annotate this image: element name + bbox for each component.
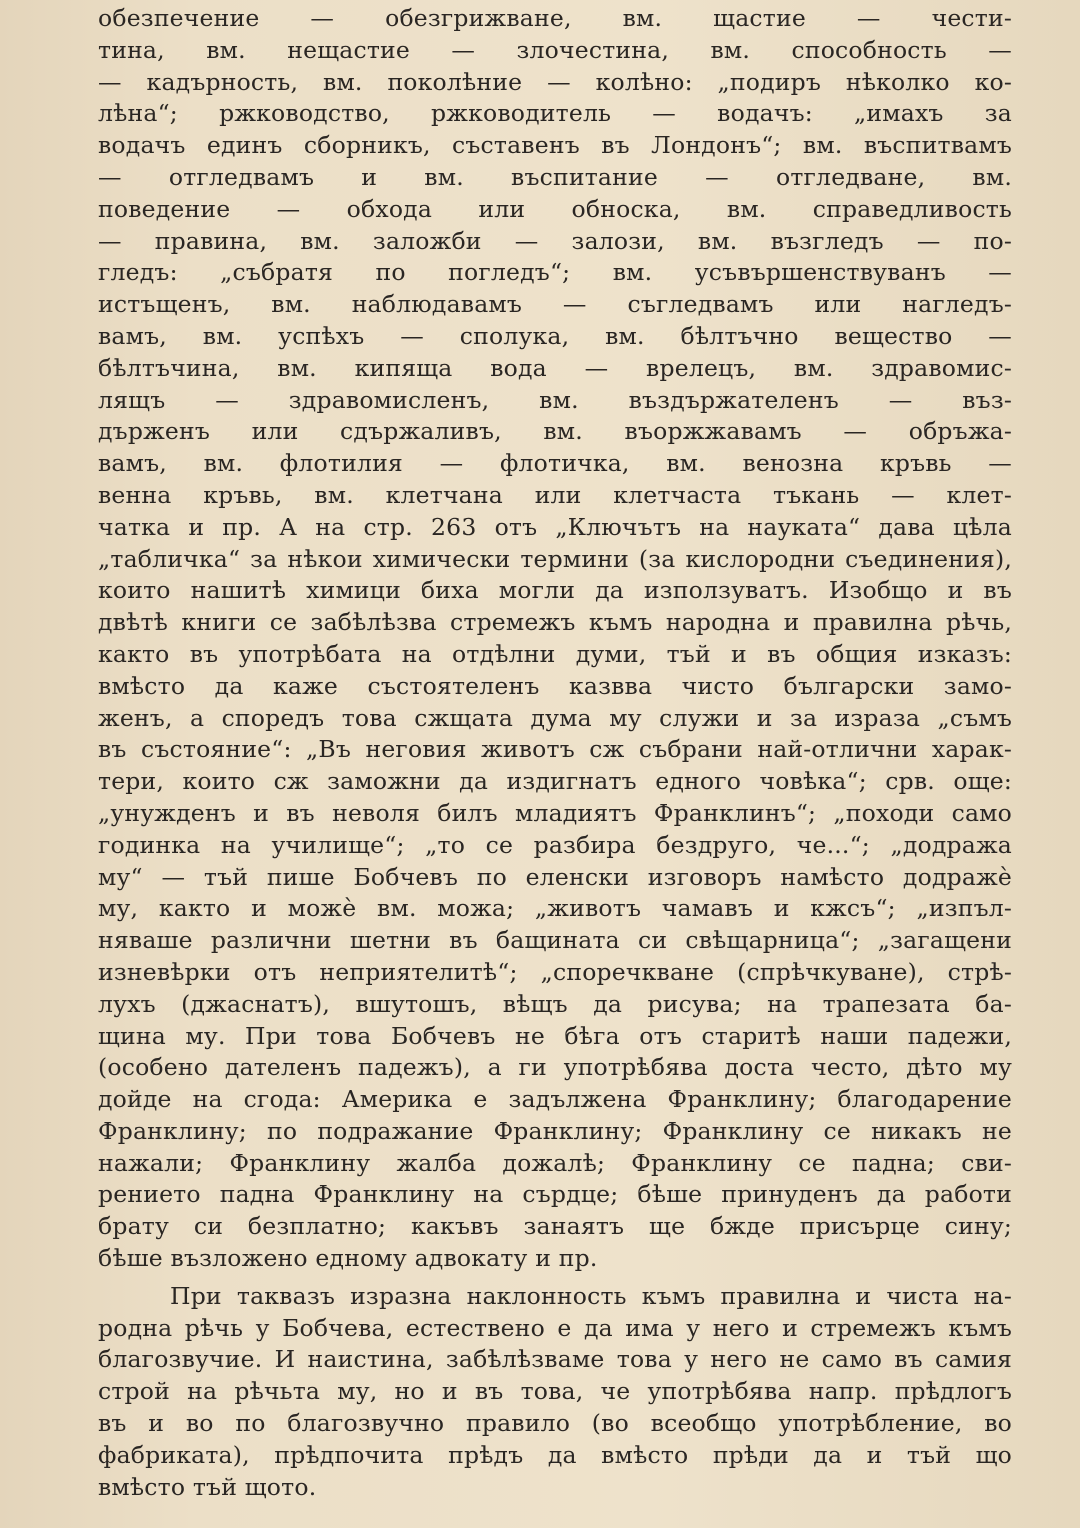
- text-line: лѣна“; ржководство, ржководитель — водачъ: „имахъ за: [98, 99, 1012, 128]
- text-line: въ и во по благозвучно правило (во всеобщо употрѣбление, во: [98, 1409, 1012, 1438]
- text-line: рението падна Франклину на сърдце; бѣше принуденъ да работи: [98, 1180, 1012, 1209]
- text-line: бѣлтъчина, вм. кипяща вода — врелецъ, вм. здравомис-: [98, 353, 1012, 382]
- text-line: въ състояние“: „Въ неговия животъ сж събрани най-отлични харак-: [98, 735, 1012, 764]
- text-line: бѣше възложено едному адвокату и пр.: [98, 1244, 598, 1273]
- text-line: благозвучие. И наистина, забѣлѣзваме това у него не само въ самия: [98, 1345, 1012, 1374]
- text-line: — кадърность, вм. поколѣние — колѣно: „подиръ нѣколко ко-: [98, 67, 1012, 96]
- text-line: водачъ единъ сборникъ, съставенъ въ Лондонъ“; вм. въспитвамъ: [98, 131, 1012, 160]
- text-line: вмѣсто тъй щото.: [98, 1472, 317, 1501]
- text-line: гледъ: „събратя по погледъ“; вм. усъвършенствуванъ —: [98, 258, 1012, 287]
- paragraph-1: [98, 0, 1012, 1275]
- text-line: женъ, а споредъ това сжщата дума му служи и за израза „съмъ: [98, 703, 1012, 732]
- text-line: лухъ (джаснатъ), вшутошъ, вѣщъ да рисува; на трапезата ба-: [98, 989, 1012, 1018]
- text-line: както въ употрѣбата на отдѣлни думи, тъй и въ общия изказъ:: [98, 639, 1012, 668]
- text-line: брату си безплатно; какъвъ занаятъ ще бжде присърце сину;: [98, 1212, 1012, 1241]
- text-line: двѣтѣ книги се забѣлѣзва стремежъ къмъ народна и правилна рѣчь,: [98, 608, 1012, 637]
- text-line: вамъ, вм. успѣхъ — сполука, вм. бѣлтъчно вещество —: [98, 321, 1012, 350]
- text-line: венна кръвь, вм. клетчана или клетчаста тъкань — клет-: [98, 480, 1012, 509]
- text-line: тина, вм. нещастие — злочестина, вм. способность —: [98, 35, 1012, 64]
- text-line: „табличка“ за нѣкои химически термини (за кислородни съединения),: [98, 544, 1012, 573]
- text-line: (особено дателенъ падежъ), а ги употрѣбява доста често, дѣто му: [98, 1053, 1012, 1082]
- text-line: поведение — обхода или обноска, вм. справедливость: [98, 194, 1012, 223]
- text-line: — отгледвамъ и вм. въспитание — отгледване, вм.: [98, 162, 1012, 191]
- text-line: „унужденъ и въ неволя билъ младиятъ Франклинъ“; „походи само: [98, 798, 1012, 827]
- text-line: щина му. При това Бобчевъ не бѣга отъ старитѣ наши падежи,: [98, 1021, 1012, 1050]
- text-line: строй на рѣчьта му, но и въ това, че употрѣбява напр. прѣдлогъ: [98, 1377, 1012, 1406]
- text-line: лящъ — здравомисленъ, вм. въздържателенъ — въз-: [98, 385, 1012, 414]
- text-line: вмѣсто да каже състоятеленъ казвва чисто български замо-: [98, 671, 1012, 700]
- paragraph-2: [98, 1281, 1012, 1504]
- text-line: дойде на сгода: Америка е задължена Франклину; благодарение: [98, 1085, 1012, 1114]
- text-line: истъщенъ, вм. наблюдавамъ — съгледвамъ или нагледъ-: [98, 290, 1012, 319]
- text-line: фабриката), прѣдпочита прѣдъ да вмѣсто прѣди да и тъй що: [98, 1440, 1012, 1469]
- text-line: държенъ или сдържаливъ, вм. въоржжавамъ — обръжа-: [98, 417, 1012, 446]
- text-line: му, както и можè вм. можа; „животъ чамавъ и кжсъ“; „изпъл-: [98, 894, 1012, 923]
- text-line: годинка на училище“; „то се разбира бездруго, че...“; „додража: [98, 830, 1012, 859]
- text-line: родна рѣчь у Бобчева, естествено е да има у него и стремежъ къмъ: [98, 1313, 1012, 1342]
- text-line: изневѣрки отъ неприятелитѣ“; „споречкване (спрѣчкуване), стрѣ-: [98, 957, 1012, 986]
- text-line: нажали; Франклину жалба дожалѣ; Франклину се падна; сви-: [98, 1148, 1012, 1177]
- text-line: които нашитѣ химици биха могли да използуватъ. Изобщо и въ: [98, 576, 1012, 605]
- text-line: вамъ, вм. флотилия — флотичка, вм. венозна кръвь —: [98, 449, 1012, 478]
- text-line: При таквазъ изразна наклонность къмъ правилна и чиста на-: [170, 1281, 1012, 1310]
- text-line: Франклину; по подражание Франклину; Франклину се никакъ не: [98, 1116, 1012, 1145]
- text-line: му“ — тъй пише Бобчевъ по еленски изговоръ намѣсто додражè: [98, 862, 1012, 891]
- text-line: — правина, вм. заложби — залози, вм. възгледъ — по-: [98, 226, 1012, 255]
- text-line: обезпечение — обезгрижване, вм. щастие — чести-: [98, 4, 1012, 32]
- text-line: няваше различни шетни въ бащината си свѣщарница“; „загащени: [98, 926, 1012, 955]
- text-line: чатка и пр. А на стр. 263 отъ „Ключътъ на науката“ дава цѣла: [98, 512, 1012, 541]
- text-line: тери, които сж заможни да издигнатъ едного човѣка“; срв. още:: [98, 767, 1012, 796]
